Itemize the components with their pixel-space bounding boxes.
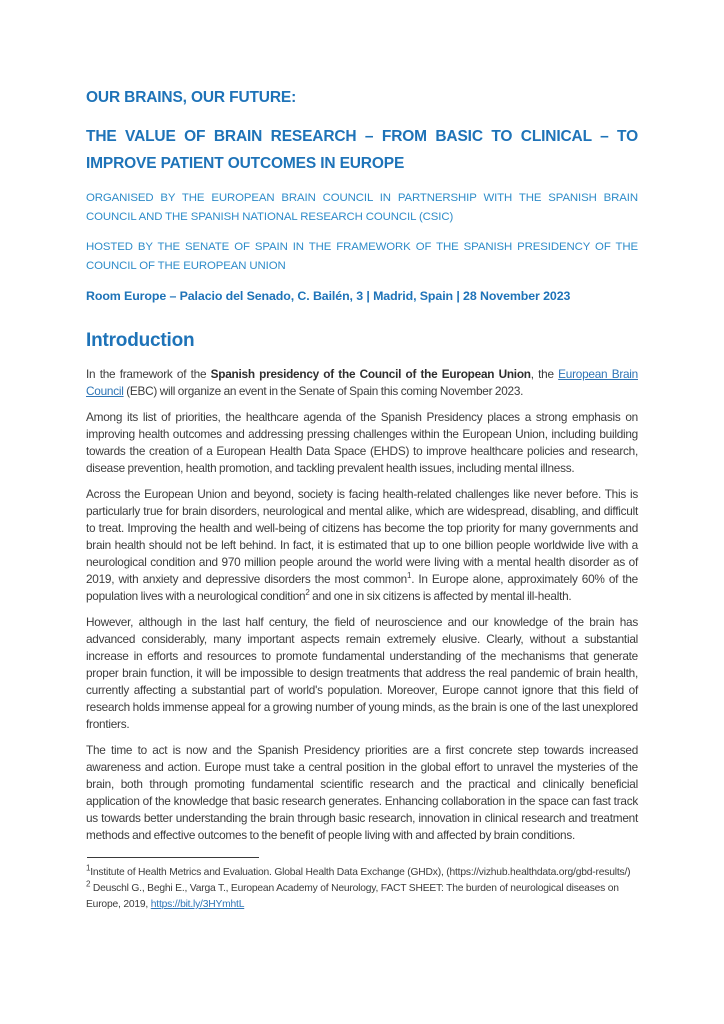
- paragraph-5: [86, 742, 638, 844]
- inline-link[interactable]: https://bit.ly/3HYmhtL: [150, 899, 245, 910]
- superscript-marker: 1: [406, 571, 412, 581]
- paragraph-4: [86, 614, 638, 733]
- organised-by-line: ORGANISED BY THE EUROPEAN BRAIN COUNCIL IN PARTNERSHIP WITH THE SPANISH BRAIN COUNCIL AND THE SPANISH NATIONAL RESEARCH COUNCIL (CSIC): [86, 192, 638, 223]
- text-segment: Among its list of priorities, the healthcare agenda of the Spanish Presidency places a strong emphasis on improving health outcomes and addressing pressing challenges within the European Union, including building towards the creation of a European Health Data Space (EHDS) to improve healthcare policies and research, disease prevention, health promotion, and tackling prevalent health issues, including mental illness.: [86, 410, 638, 475]
- document-title: THE VALUE OF BRAIN RESEARCH – FROM BASIC TO CLINICAL – TO IMPROVE PATIENT OUTCOMES IN EUROPE: [86, 128, 638, 172]
- hosted-by-line: HOSTED BY THE SENATE OF SPAIN IN THE FRAMEWORK OF THE SPANISH PRESIDENCY OF THE COUNCIL OF THE EUROPEAN UNION: [86, 241, 638, 272]
- footnote-separator: [87, 857, 259, 858]
- text-segment: . In Europe alone, approximately 60% of the population lives with a neurological condition: [86, 572, 638, 603]
- introduction-heading: Introduction: [86, 330, 195, 351]
- event-details-line: Room Europe – Palacio del Senado, C. Bailén, 3 | Madrid, Spain | 28 November 2023: [86, 289, 571, 303]
- text-segment: and one in six citizens is affected by mental ill-health.: [309, 589, 572, 603]
- text-segment: , the: [530, 367, 559, 381]
- text-segment: In the framework of the: [86, 367, 211, 381]
- text-segment: The time to act is now and the Spanish Presidency priorities are a first concrete step towards increased awareness and action. Europe must take a central position in the global effort to unravel the mysteries of the brain, both through promoting fundamental scientific research and the practical and clinically beneficial application of the knowledge that basic research generates. Enhancing collaboration in the space can fast track us towards better understanding the brain through basic research, innovation in clinical research and treatment methods and effective outcomes to the benefit of people living with and affected by brain conditions.: [86, 743, 638, 842]
- document-kicker: OUR BRAINS, OUR FUTURE:: [86, 89, 297, 106]
- text-segment: Deuschl G., Beghi E., Varga T., European Academy of Neurology, FACT SHEET: The burden of neurological diseases on Europe, 2019,: [86, 883, 619, 910]
- superscript-marker: 2: [305, 588, 310, 598]
- footnotes-section: [86, 857, 638, 913]
- superscript-marker: 2: [86, 879, 91, 889]
- superscript-marker: 1: [86, 863, 91, 873]
- text-segment: Across the European Union and beyond, society is facing health-related challenges like never before. This is particularly true for brain disorders, neurological and mental alike, which are widespread, disabling, and difficult to treat. Improving the health and well-being of citizens has become the top priority for many governments and brain health should not be left behind. In fact, it is estimated that up to one billion people worldwide live with a neurological condition and 970 million people around the world were living with a mental health disorder as of 2019, with anxiety and depressive disorders the most common: [86, 487, 638, 586]
- paragraph-1: [86, 366, 638, 400]
- footnote-1: [86, 865, 638, 881]
- text-segment: However, although in the last half century, the field of neuroscience and our knowledge of the brain has advanced considerably, many important aspects remain extremely elusive. Clearly, without a substantial increase in efforts and resources to promote fundamental understanding of the mechanisms that generate proper brain function, it will be impossible to design treatments that address the real pandemic of brain health, currently affecting a substantial part of world's population. Moreover, Europe cannot ignore that this field of research holds immense appeal for a growing number of young minds, as the brain is one of the last unexplored frontiers.: [86, 615, 638, 731]
- text-segment: (EBC) will organize an event in the Senate of Spain this coming November 2023.: [123, 384, 524, 398]
- paragraph-2: [86, 409, 638, 477]
- inline-link[interactable]: European Brain Council: [86, 367, 638, 398]
- introduction-section: [86, 329, 638, 844]
- text-segment: Institute of Health Metrics and Evaluation. Global Health Data Exchange (GHDx), (https://vizhub.healthdata.org/gbd-results/): [90, 867, 631, 878]
- paragraph-3: [86, 486, 638, 605]
- document-header: [86, 88, 638, 305]
- bold-text: Spanish presidency of the Council of the European Union: [210, 367, 531, 381]
- footnote-2: [86, 881, 638, 913]
